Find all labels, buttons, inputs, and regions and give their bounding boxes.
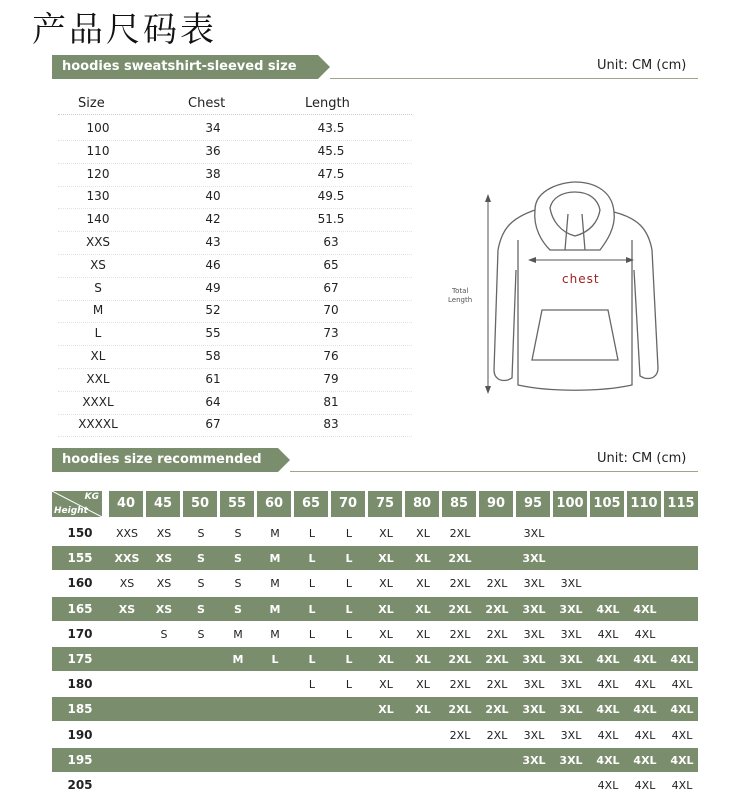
size-recommendation-cell: XL xyxy=(379,577,393,591)
size-row xyxy=(58,185,412,209)
chest-cell: 64 xyxy=(205,394,221,409)
size-recommendation-cell: S xyxy=(234,602,242,616)
chest-cell: 58 xyxy=(205,349,221,363)
size-recommendation-cell: 4XL xyxy=(633,653,657,666)
size-cell: XXL xyxy=(86,371,110,386)
size-recommendation-cell: S xyxy=(197,627,205,641)
size-recommendation-cell: XL xyxy=(415,552,431,566)
size-recommendation-cell: 4XL xyxy=(597,678,619,692)
total-label: Total xyxy=(452,287,469,295)
size-recommendation-cell: 3XL xyxy=(522,753,546,767)
chest-cell: 40 xyxy=(205,189,221,204)
size-table-rule xyxy=(330,78,698,79)
size-cell: 110 xyxy=(86,143,110,158)
length-cell: 70 xyxy=(323,303,339,318)
size-cell: 120 xyxy=(86,166,110,181)
length-cell: 51.5 xyxy=(317,212,345,227)
size-recommendation-cell: 4XL xyxy=(670,753,694,767)
height-cell: 155 xyxy=(67,551,93,566)
size-recommendation-cell: M xyxy=(269,552,281,566)
size-table-header-line xyxy=(58,114,412,115)
size-recommendation-cell: 4XL xyxy=(633,703,657,717)
size-recommendation-cell: 4XL xyxy=(596,602,620,616)
chest-cell: 46 xyxy=(205,257,221,272)
size-recommendation-cell: XL xyxy=(378,602,394,616)
size-recommendation-cell: S xyxy=(197,602,205,616)
weight-cell: 45 xyxy=(146,491,180,517)
weight-cell: 55 xyxy=(220,491,254,517)
chest-cell: 55 xyxy=(205,326,221,341)
length-cell: 47.5 xyxy=(317,166,345,181)
recommended-row xyxy=(52,647,698,671)
size-cell: S xyxy=(94,280,102,295)
size-row xyxy=(58,254,412,278)
size-cell: 130 xyxy=(86,189,110,204)
chest-cell: 42 xyxy=(205,212,221,227)
chest-cell: 34 xyxy=(205,121,221,135)
size-row xyxy=(58,322,412,346)
length-cell: 43.5 xyxy=(317,121,345,135)
height-cell: 205 xyxy=(67,778,93,792)
size-recommendation-cell: S xyxy=(197,552,205,566)
weight-cell: 80 xyxy=(405,491,439,517)
size-recommendation-cell: M xyxy=(270,577,280,591)
size-row xyxy=(58,345,412,369)
size-recommendation-cell: XL xyxy=(379,627,393,641)
size-recommendation-cell: XS xyxy=(155,552,173,566)
recommended-row xyxy=(52,597,698,621)
size-recommendation-cell: 4XL xyxy=(670,653,694,666)
size-recommendation-cell: M xyxy=(270,627,280,641)
size-recommendation-cell: 2XL xyxy=(486,577,508,591)
size-recommendation-cell: XL xyxy=(378,703,394,717)
size-recommendation-cell: 4XL xyxy=(597,627,619,641)
size-recommendation-cell: 4XL xyxy=(671,678,693,692)
weight-cell: 110 xyxy=(627,491,661,517)
height-cell: 150 xyxy=(67,526,93,540)
size-recommendation-cell: L xyxy=(345,602,353,616)
recommended-row xyxy=(52,723,698,747)
length-cell: 73 xyxy=(323,326,339,341)
size-recommendation-cell: 2XL xyxy=(448,653,472,666)
size-recommendation-cell: XL xyxy=(379,678,393,692)
size-recommendation-cell: 3XL xyxy=(522,703,546,717)
chest-cell: 36 xyxy=(205,143,221,158)
size-recommendation-cell: 3XL xyxy=(522,552,546,566)
size-recommendation-cell: 3XL xyxy=(559,753,583,767)
size-recommendation-cell: 3XL xyxy=(523,627,545,641)
chest-cell: 67 xyxy=(205,417,221,432)
size-recommendation-cell: 2XL xyxy=(449,728,471,742)
weight-cell: 115 xyxy=(664,491,698,517)
recommended-table-banner: hoodies size recommended table xyxy=(52,448,278,472)
size-recommendation-cell: 4XL xyxy=(597,728,619,742)
size-recommendation-cell: 2XL xyxy=(449,627,471,641)
size-recommendation-cell: XL xyxy=(416,678,430,692)
size-row xyxy=(58,277,412,301)
weight-cell: 65 xyxy=(294,491,328,517)
size-recommendation-cell: 3XL xyxy=(523,728,545,742)
height-cell: 180 xyxy=(67,677,93,692)
size-recommendation-cell: XL xyxy=(415,703,431,717)
size-recommendation-cell: L xyxy=(345,552,353,566)
chest-cell: 43 xyxy=(205,235,221,249)
size-recommendation-cell: M xyxy=(233,627,243,641)
height-cell: 170 xyxy=(67,626,93,641)
size-table-unit: Unit: CM (cm) xyxy=(597,58,687,73)
hoodie-diagram xyxy=(440,170,690,400)
length-cell: 76 xyxy=(323,349,339,363)
size-recommendation-cell: 4XL xyxy=(634,779,656,792)
length-cell: 49.5 xyxy=(317,189,345,204)
chest-label: chest xyxy=(562,272,600,286)
height-cell: 165 xyxy=(67,601,93,616)
size-recommendation-cell: S xyxy=(234,552,242,566)
size-recommendation-cell: XS xyxy=(156,577,172,591)
size-row xyxy=(58,413,412,437)
size-recommendation-cell: L xyxy=(308,552,316,566)
size-row xyxy=(58,368,412,392)
size-recommendation-cell: S xyxy=(234,577,242,591)
weight-cell: 50 xyxy=(183,491,217,517)
length-cell: 67 xyxy=(323,280,339,295)
size-recommendation-cell: L xyxy=(308,653,316,666)
size-recommendation-cell: 4XL xyxy=(596,653,620,666)
size-recommendation-cell: 2XL xyxy=(449,577,471,591)
size-recommendation-cell: 3XL xyxy=(560,728,582,742)
size-recommendation-cell: 4XL xyxy=(634,678,656,692)
size-recommendation-cell: L xyxy=(345,527,353,540)
chest-header: Chest xyxy=(188,96,226,111)
recommended-row xyxy=(52,546,698,570)
size-recommendation-cell: 2XL xyxy=(449,678,471,692)
size-row xyxy=(58,231,412,255)
size-recommendation-cell: 3XL xyxy=(560,627,582,641)
height-cell: 195 xyxy=(67,752,93,767)
size-recommendation-cell: XS xyxy=(118,602,136,616)
size-cell: XXS xyxy=(85,235,111,249)
size-recommendation-cell: 4XL xyxy=(634,627,656,641)
length-label: Length xyxy=(448,296,473,304)
size-cell: M xyxy=(92,303,104,318)
size-recommendation-cell: XL xyxy=(378,653,394,666)
size-recommendation-cell: 2XL xyxy=(448,552,472,566)
size-recommendation-cell: 2XL xyxy=(448,602,472,616)
size-recommendation-cell: XL xyxy=(416,627,430,641)
size-recommendation-cell: S xyxy=(197,527,205,540)
size-recommendation-cell: L xyxy=(308,602,316,616)
size-recommendation-cell: S xyxy=(234,527,242,540)
recommended-row xyxy=(52,697,698,721)
size-recommendation-cell: 3XL xyxy=(523,527,545,540)
chest-cell: 52 xyxy=(205,303,221,318)
size-recommendation-cell: 3XL xyxy=(560,577,582,591)
weight-cell: 85 xyxy=(442,491,476,517)
size-row xyxy=(58,391,412,415)
weight-cell: 90 xyxy=(479,491,513,517)
size-recommendation-cell: 4XL xyxy=(596,753,620,767)
size-recommendation-cell: L xyxy=(345,627,353,641)
weight-cell: 60 xyxy=(257,491,291,517)
size-recommendation-cell: XL xyxy=(415,653,431,666)
size-header: Size xyxy=(78,96,105,111)
recommended-row xyxy=(52,748,698,772)
recommended-row xyxy=(52,622,698,646)
size-recommendation-cell: M xyxy=(232,653,244,666)
size-recommendation-cell: XXS xyxy=(114,552,140,566)
size-recommendation-cell: 2XL xyxy=(485,602,509,616)
weight-cell: 100 xyxy=(553,491,587,517)
size-recommendation-cell: 3XL xyxy=(522,653,546,666)
size-recommendation-cell: L xyxy=(308,678,316,692)
height-cell: 175 xyxy=(67,652,93,666)
size-recommendation-cell: 3XL xyxy=(560,678,582,692)
weight-cell: 75 xyxy=(368,491,402,517)
size-recommendation-cell: 3XL xyxy=(523,577,545,591)
weight-header-row xyxy=(52,491,698,517)
size-recommendation-cell: L xyxy=(345,577,353,591)
size-recommendation-cell: S xyxy=(160,627,168,641)
size-recommendation-cell: XS xyxy=(156,527,172,540)
size-recommendation-cell: 2XL xyxy=(486,627,508,641)
size-recommendation-cell: 3XL xyxy=(559,653,583,666)
kg-label: KG xyxy=(84,492,99,502)
size-recommendation-cell: 2XL xyxy=(485,653,509,666)
size-cell: XS xyxy=(90,257,106,272)
length-cell: 63 xyxy=(323,235,339,249)
size-recommendation-cell: L xyxy=(271,653,279,666)
size-recommendation-cell: L xyxy=(308,577,316,591)
length-header: Length xyxy=(305,96,350,111)
size-cell: 100 xyxy=(86,121,110,135)
size-recommendation-cell: XL xyxy=(416,577,430,591)
height-cell: 190 xyxy=(67,727,93,742)
size-recommendation-cell: M xyxy=(270,527,280,540)
size-recommendation-cell: XXS xyxy=(115,527,139,540)
length-cell: 45.5 xyxy=(317,143,345,158)
size-recommendation-cell: 2XL xyxy=(449,527,471,540)
size-recommendation-cell: XS xyxy=(155,602,173,616)
size-recommendation-cell: 3XL xyxy=(559,703,583,717)
size-row xyxy=(58,299,412,323)
size-recommendation-cell: 2XL xyxy=(486,678,508,692)
size-recommendation-cell: 4XL xyxy=(634,728,656,742)
size-recommendation-cell: 4XL xyxy=(671,779,693,792)
chest-cell: 61 xyxy=(205,371,221,386)
size-cell: XXXL xyxy=(82,394,114,409)
weight-cell: 70 xyxy=(331,491,365,517)
length-cell: 65 xyxy=(323,257,339,272)
recommended-row xyxy=(52,521,698,545)
size-recommendation-cell: XL xyxy=(416,527,430,540)
size-recommendation-cell: 4XL xyxy=(633,602,657,616)
height-cell: 185 xyxy=(67,702,93,717)
size-row xyxy=(58,140,412,164)
size-recommendation-cell: 4XL xyxy=(633,753,657,767)
size-recommendation-cell: 4XL xyxy=(597,779,619,792)
height-label: Height xyxy=(54,506,88,516)
size-cell: XXXXL xyxy=(78,417,118,432)
size-recommendation-cell: S xyxy=(197,577,205,591)
weight-cell: 105 xyxy=(590,491,624,517)
size-recommendation-cell: 3XL xyxy=(523,678,545,692)
size-recommendation-cell: L xyxy=(345,653,353,666)
size-recommendation-cell: 2XL xyxy=(486,728,508,742)
size-recommendation-cell: XL xyxy=(379,527,393,540)
size-recommendation-cell: L xyxy=(308,527,316,540)
size-recommendation-cell: XL xyxy=(378,552,394,566)
size-recommendation-cell: M xyxy=(269,602,281,616)
size-recommendation-cell: 4XL xyxy=(670,703,694,717)
size-row xyxy=(58,163,412,187)
weight-cell: 95 xyxy=(516,491,550,517)
weight-cell: 40 xyxy=(109,491,143,517)
size-recommendation-cell: L xyxy=(308,627,316,641)
size-cell: XL xyxy=(90,349,106,363)
recommended-table-unit: Unit: CM (cm) xyxy=(597,451,687,466)
recommended-row xyxy=(52,672,698,696)
chest-cell: 49 xyxy=(205,280,221,295)
size-recommendation-cell: L xyxy=(345,678,353,692)
size-row xyxy=(58,208,412,232)
size-recommendation-cell: 3XL xyxy=(559,602,583,616)
size-cell: 140 xyxy=(86,212,110,227)
size-cell: L xyxy=(94,326,102,341)
size-recommendation-cell: 4XL xyxy=(671,728,693,742)
kg-height-corner xyxy=(52,491,102,517)
length-cell: 81 xyxy=(323,394,339,409)
size-recommendation-cell: 2XL xyxy=(448,703,472,717)
size-recommendation-cell: XL xyxy=(415,602,431,616)
recommended-row xyxy=(52,773,698,797)
size-recommendation-cell: 2XL xyxy=(485,703,509,717)
recommended-table-rule xyxy=(290,471,698,472)
length-cell: 83 xyxy=(323,417,339,432)
length-cell: 79 xyxy=(323,371,339,386)
height-cell: 160 xyxy=(67,576,93,591)
size-recommendation-cell: 3XL xyxy=(522,602,546,616)
size-recommendation-cell: 4XL xyxy=(596,703,620,717)
size-table-banner: hoodies sweatshirt-sleeved size table xyxy=(52,55,318,79)
size-row xyxy=(58,117,412,141)
chest-cell: 38 xyxy=(205,166,221,181)
recommended-row xyxy=(52,571,698,595)
page-title: 产品尺码表 xyxy=(32,10,217,50)
size-recommendation-cell: XS xyxy=(119,577,135,591)
